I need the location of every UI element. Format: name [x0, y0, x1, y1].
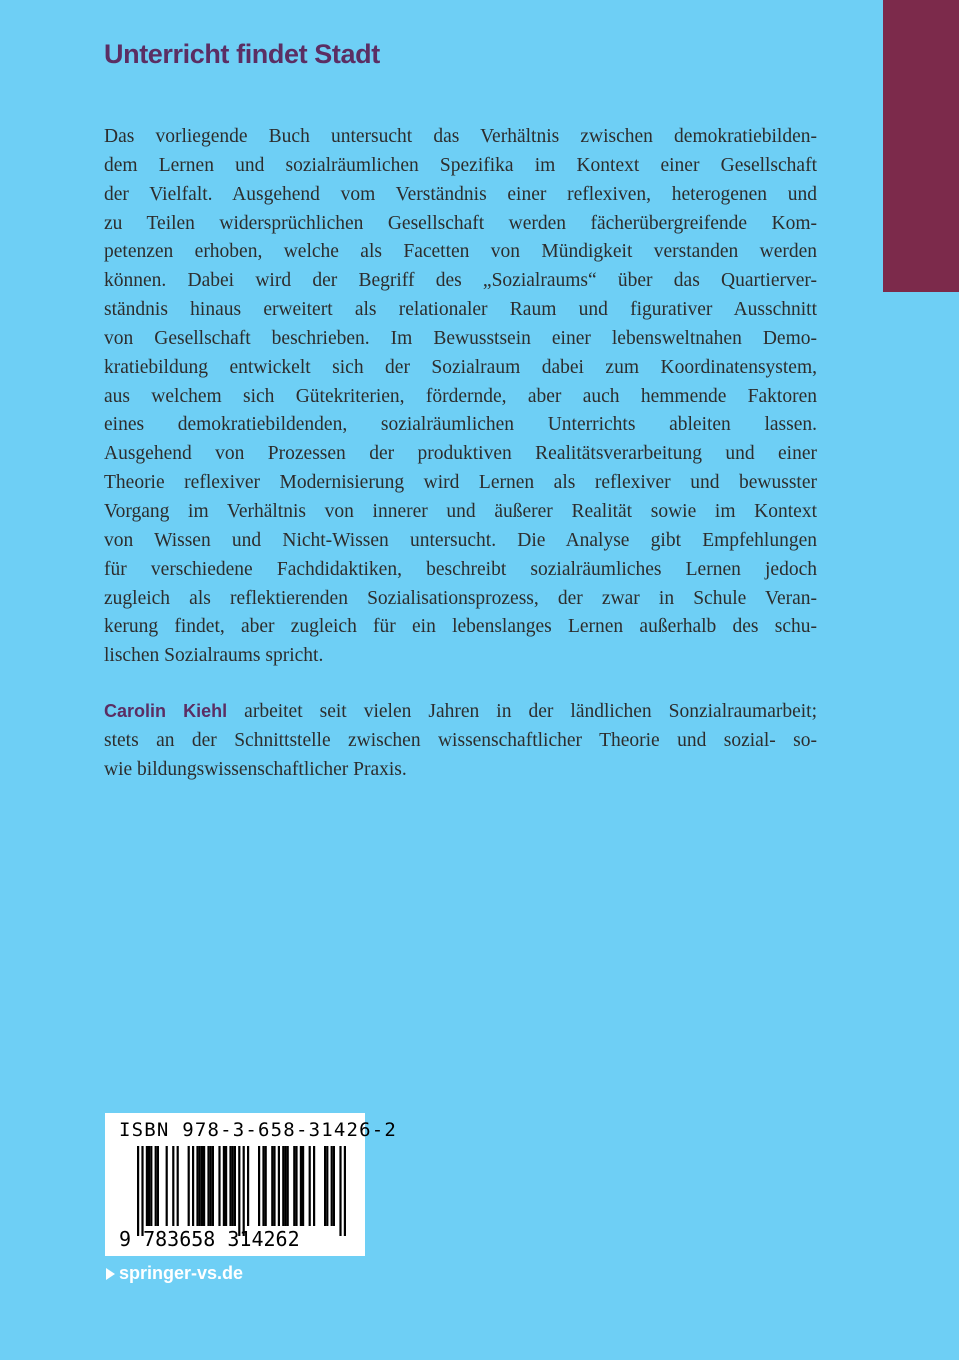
barcode-bar: [177, 1146, 179, 1226]
barcode-digits: 9 783658 314262: [119, 1227, 300, 1251]
author-bio-line-3: wie bildungswissenschaftlicher Praxis.: [104, 758, 407, 780]
barcode-bar: [265, 1146, 267, 1226]
description-line: zu Teilen widersprüchlichen Gesellschaft werden fächerübergreifende Kom-: [104, 212, 817, 234]
barcode-bar: [243, 1146, 245, 1236]
barcode-bar: [166, 1146, 168, 1226]
barcode-bar: [210, 1146, 212, 1226]
author-bio-line-1-text: arbeitet seit vielen Jahren in der ländlichen Sonzialraumarbeit;: [227, 701, 817, 722]
description-line: für verschiedene Fachdidaktiken, beschreibt sozialräumliches Lernen jedoch: [104, 558, 817, 580]
publisher-website[interactable]: [106, 1263, 243, 1284]
description-line: zugleich als reflektierenden Sozialisationsprozess, der zwar in Schule Veran-: [104, 587, 817, 609]
barcode-bar: [313, 1146, 315, 1226]
description-line: ständnis hinaus erweitert als relationaler Raum und figurativer Ausschnitt: [104, 299, 817, 321]
description-line: kratiebildung entwickelt sich der Sozialraum dabei zum Koordinatensystem,: [104, 356, 817, 378]
barcode-bar: [258, 1146, 260, 1226]
description-line: Vorgang im Verhältnis von innerer und äußerer Realität sowie im Kontext: [104, 500, 817, 522]
barcode-bar: [284, 1146, 286, 1226]
barcode-bar: [172, 1146, 174, 1226]
isbn-barcode: [105, 1113, 398, 1256]
author-name: Carolin Kiehl: [104, 701, 228, 721]
barcode-bar: [262, 1146, 264, 1226]
barcode-bar: [339, 1146, 341, 1236]
description-line: aus welchem sich Gütekriterien, fördernde, aber auch hemmende Faktoren: [104, 385, 817, 407]
barcode-bar: [229, 1146, 231, 1226]
barcode-bar: [271, 1146, 273, 1226]
barcode-bar: [326, 1146, 328, 1226]
barcode-bar: [287, 1146, 289, 1226]
author-bio-line-1: [104, 697, 817, 727]
barcode-bar: [282, 1146, 284, 1226]
barcode-bar: [196, 1146, 198, 1226]
barcode-bar: [324, 1146, 326, 1226]
barcode-bar: [155, 1146, 157, 1226]
barcode-bar: [218, 1146, 220, 1226]
barcode-bar: [141, 1146, 143, 1236]
barcode-bar: [300, 1146, 302, 1226]
barcode-bar: [201, 1146, 203, 1226]
barcode-bar: [238, 1146, 240, 1236]
publisher-website-text: springer-vs.de: [119, 1263, 244, 1283]
barcode-bar: [207, 1146, 209, 1226]
description-line: von Gesellschaft beschrieben. Im Bewusstsein einer lebensweltnahen Demo-: [104, 327, 817, 349]
isbn-label: ISBN 978-3-658-31426-2: [119, 1119, 398, 1141]
barcode-bar: [223, 1146, 225, 1226]
barcode-bar: [293, 1146, 295, 1226]
description-line: petenzen erhoben, welche als Facetten von Mündigkeit verstanden werden: [104, 241, 817, 263]
barcode-bar: [150, 1146, 152, 1226]
barcode-bar: [148, 1146, 150, 1226]
description-line: kerung findet, aber zugleich für ein lebenslanges Lernen außerhalb des schu-: [104, 616, 817, 638]
description-line: eines demokratiebildenden, sozialräumlichen Unterrichts ableiten lassen.: [104, 414, 817, 436]
description-line: lischen Sozialraums spricht.: [104, 645, 324, 667]
barcode-bar: [188, 1146, 190, 1226]
barcode-bar: [232, 1146, 234, 1226]
book-description: [104, 123, 817, 671]
barcode-bar: [203, 1146, 205, 1226]
barcode-bar: [192, 1146, 194, 1226]
barcode-bar: [309, 1146, 311, 1226]
barcode-bar: [137, 1146, 139, 1236]
barcode-bar: [212, 1146, 214, 1226]
author-bio: [104, 697, 817, 785]
barcode-bar: [295, 1146, 297, 1226]
description-line: dem Lernen und sozialräumlichen Spezifika im Kontext einer Gesellschaft: [104, 154, 817, 176]
description-line: Das vorliegende Buch untersucht das Verhältnis zwischen demokratiebilden-: [104, 126, 817, 147]
barcode-bar: [225, 1146, 227, 1226]
author-bio-line-2: stets an der Schnittstelle zwischen wissenschaftlicher Theorie und sozial- so-: [104, 729, 817, 751]
barcode-bar: [273, 1146, 275, 1226]
barcode-bar: [344, 1146, 346, 1236]
description-line: Ausgehend von Prozessen der produktiven Realitätsverarbeitung und einer: [104, 443, 817, 465]
book-title: Unterricht findet Stadt: [104, 39, 380, 69]
description-line: können. Dabei wird der Begriff des „Sozialraums“ über das Quartierver-: [104, 270, 817, 292]
barcode-bar: [146, 1146, 148, 1226]
description-line: von Wissen und Nicht-Wissen untersucht. Die Analyse gibt Empfehlungen: [104, 529, 817, 551]
arrow-right-icon: [106, 1268, 115, 1280]
barcode-bar: [234, 1146, 236, 1226]
description-line: Theorie reflexiver Modernisierung wird Lernen als reflexiver und bewusster: [104, 472, 817, 494]
barcode-bar: [333, 1146, 335, 1226]
barcode-bar: [331, 1146, 333, 1226]
barcode-bar: [302, 1146, 304, 1226]
barcode-bar: [278, 1146, 280, 1226]
accent-bar: [883, 0, 959, 292]
description-line: der Vielfalt. Ausgehend vom Verständnis einer reflexiven, heterogenen und: [104, 183, 817, 205]
barcode-bar: [199, 1146, 201, 1226]
barcode-bar: [247, 1146, 249, 1226]
barcode-bar: [157, 1146, 159, 1226]
